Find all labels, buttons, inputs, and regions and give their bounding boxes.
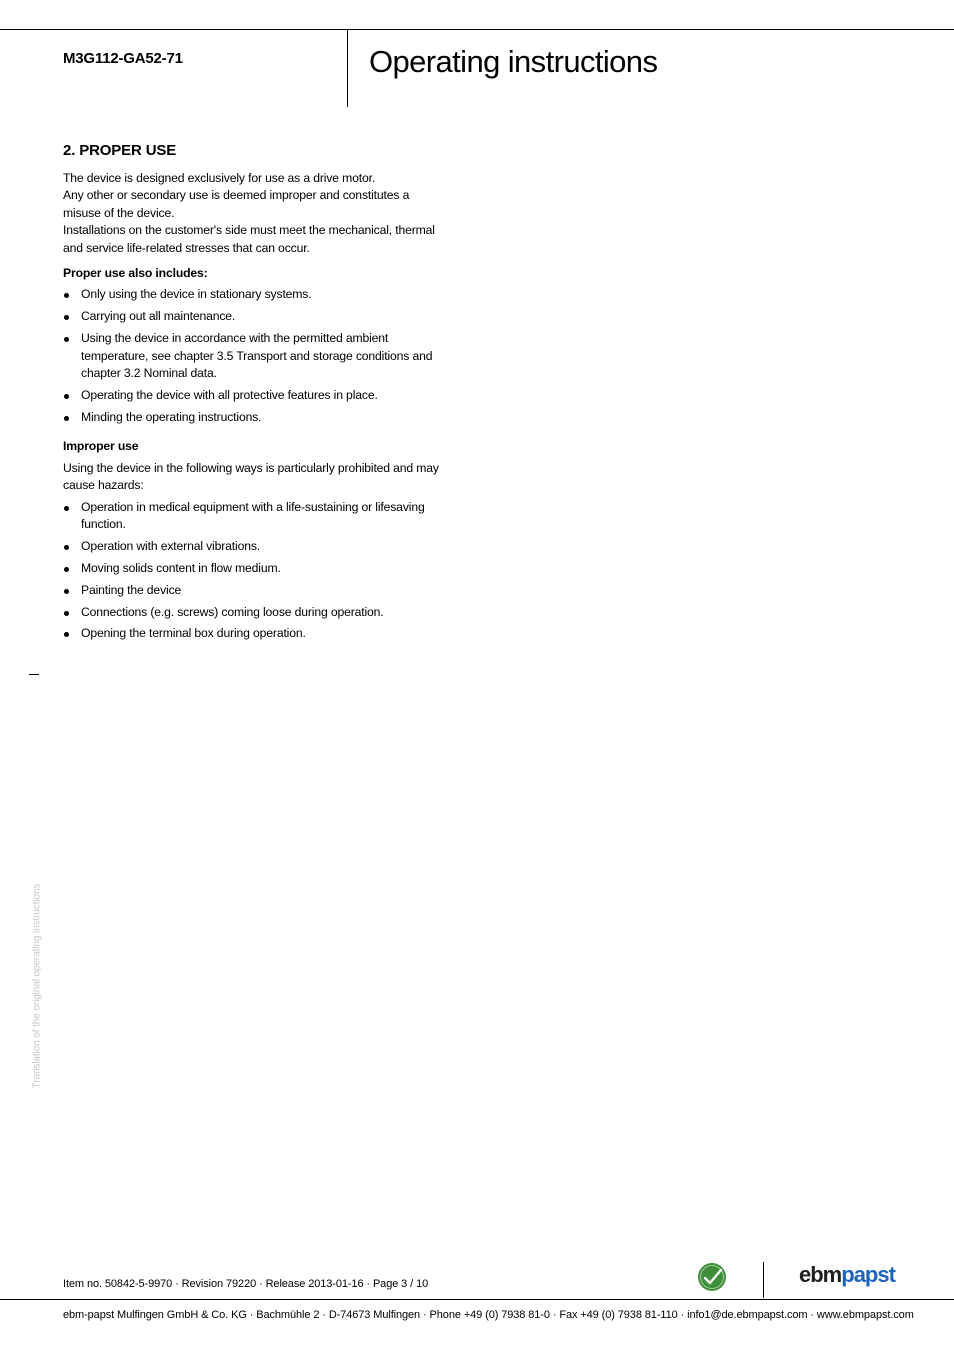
list-item <box>63 330 443 382</box>
item-revision-line: Item no. 50842-5-9970 · Revision 79220 · Release 2013-01-16 · Page 3 / 10 <box>63 1278 429 1290</box>
ebmpapst-logo: ebmpapst <box>799 1262 895 1287</box>
improper-use-intro: Using the device in the following ways is particularly prohibited and may cause hazards: <box>63 460 439 493</box>
list-item-text: Operating the device with all protective features in place. <box>81 387 378 402</box>
bullet-icon <box>64 567 69 572</box>
list-item-text: Only using the device in stationary systems. <box>81 287 312 302</box>
list-item-text: Moving solids content in flow medium. <box>81 560 281 575</box>
list-item-text: Carrying out all maintenance. <box>81 309 236 324</box>
intro-paragraph-1: The device is designed exclusively for use as a drive motor. <box>63 171 376 185</box>
translation-note: Translation of the original operating instructions <box>31 883 43 1089</box>
list-item <box>63 560 443 577</box>
bullet-icon <box>64 416 69 421</box>
footer-rule <box>0 1299 954 1300</box>
list-item <box>63 625 443 642</box>
list-item-text: Opening the terminal box during operation. <box>81 626 306 641</box>
header-top-rule <box>0 29 954 30</box>
list-item-text: Minding the operating instructions. <box>81 409 262 424</box>
improper-use-list <box>63 499 443 643</box>
section-title: 2. PROPER USE <box>63 142 177 159</box>
bullet-icon <box>64 337 69 342</box>
company-address-line: ebm-papst Mulfingen GmbH & Co. KG · Bachmühle 2 · D-74673 Mulfingen · Phone +49 (0) 7938 81-0 · Fax +49 (0) 7938 81-110 · info1@de.ebmpapst.com · www.ebmpapst.com <box>63 1309 914 1321</box>
list-item <box>63 409 443 426</box>
model-number: M3G112-GA52-71 <box>63 50 183 67</box>
list-item <box>63 286 443 303</box>
logo-divider <box>763 1262 764 1298</box>
greentech-badge-icon <box>697 1262 727 1292</box>
list-item <box>63 387 443 404</box>
intro-paragraph-3: Installations on the customer's side must meet the mechanical, thermal and service life-related stresses that can occur. <box>63 223 435 255</box>
bullet-icon <box>64 293 69 298</box>
intro-paragraph-2: Any other or secondary use is deemed improper and constitutes a misuse of the device. <box>63 188 410 220</box>
list-item <box>63 499 443 534</box>
improper-use-heading: Improper use <box>63 439 139 454</box>
main-content <box>63 142 443 647</box>
bullet-icon <box>64 394 69 399</box>
list-item-text: Operation in medical equipment with a life-sustaining or lifesaving function. <box>81 499 425 531</box>
bullet-icon <box>64 632 69 637</box>
list-item-text: Painting the device <box>81 582 182 597</box>
list-item <box>63 308 443 325</box>
bullet-icon <box>64 589 69 594</box>
list-item-text: Operation with external vibrations. <box>81 538 261 553</box>
bullet-icon <box>64 315 69 320</box>
proper-use-list <box>63 286 443 426</box>
header-divider <box>347 30 348 107</box>
list-item <box>63 582 443 599</box>
list-item <box>63 604 443 621</box>
list-item-text: Using the device in accordance with the permitted ambient temperature, see chapter 3.5 Transport and storage conditions and chapter 3.2 Nominal data. <box>81 331 433 381</box>
list-item <box>63 538 443 555</box>
proper-use-heading: Proper use also includes: <box>63 266 208 281</box>
bullet-icon <box>64 545 69 550</box>
bullet-icon <box>64 611 69 616</box>
bullet-icon <box>64 506 69 511</box>
list-item-text: Connections (e.g. screws) coming loose during operation. <box>81 604 384 619</box>
fold-mark <box>29 674 39 675</box>
page-title: Operating instructions <box>369 44 658 79</box>
